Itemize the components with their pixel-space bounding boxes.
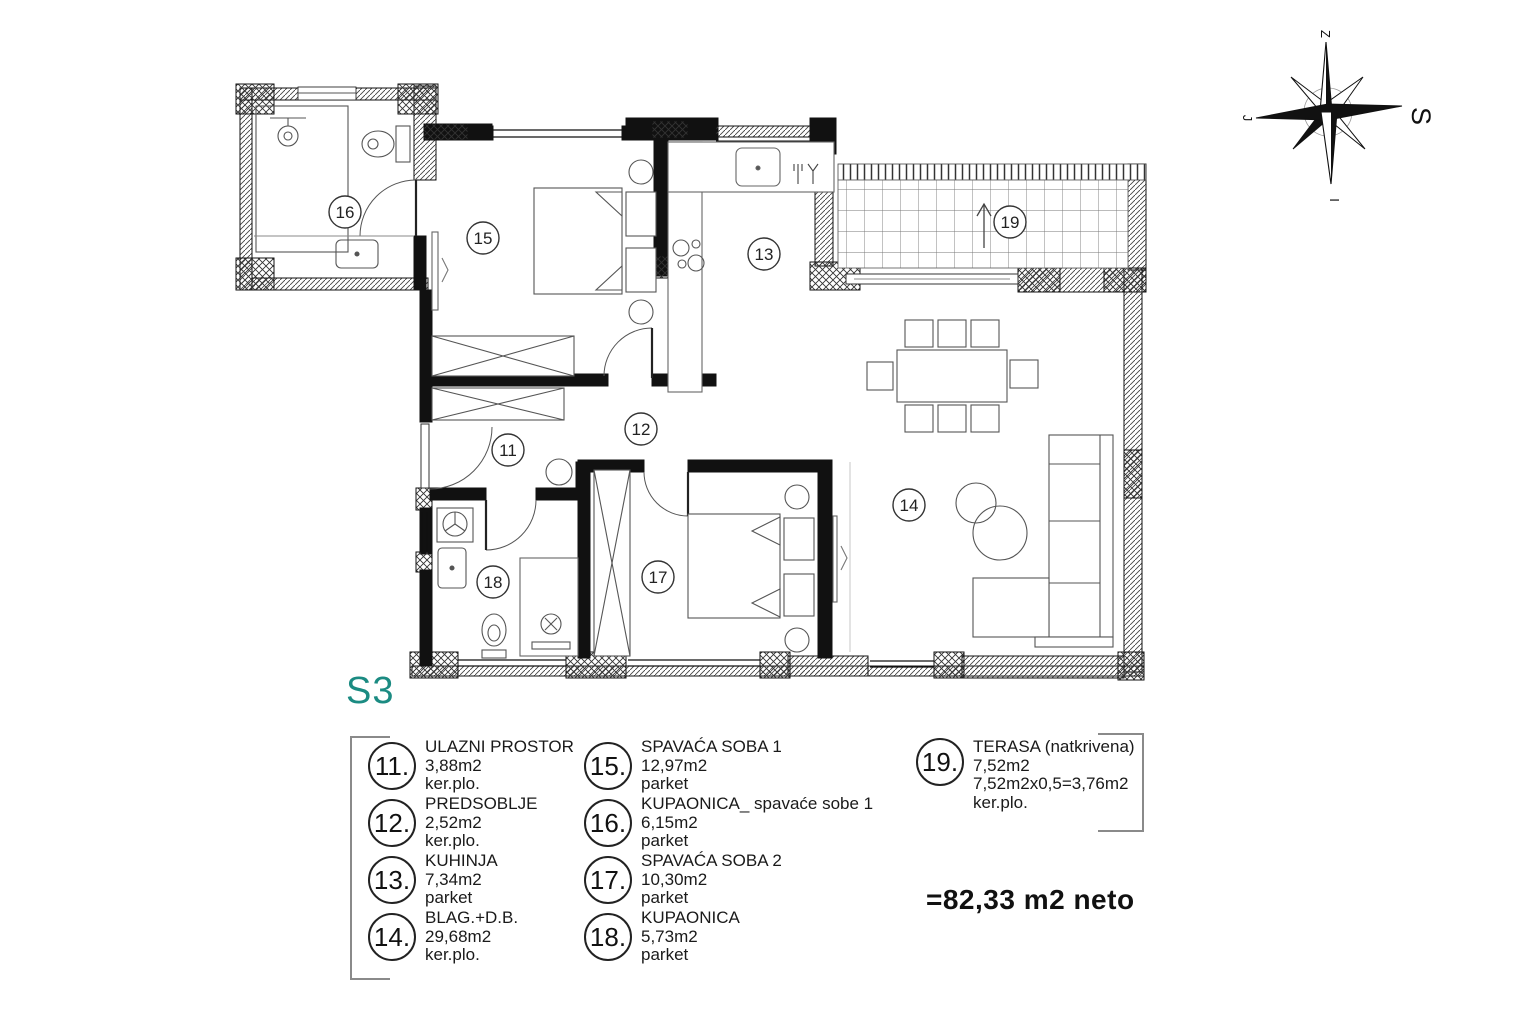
legend-room-name: BLAG.+D.B. <box>425 908 519 927</box>
lamp <box>785 628 809 652</box>
lamp <box>629 160 653 184</box>
legend-item-16 <box>584 795 873 851</box>
legend-number-badge: 12. <box>368 799 416 847</box>
legend-room-area: 5,73m2 <box>641 926 698 946</box>
lamp <box>785 485 809 509</box>
legend-number-badge: 19. <box>916 738 964 786</box>
svg-text:17: 17 <box>648 568 668 587</box>
legend-room-name: SPAVAĆA SOBA 1 <box>641 737 782 756</box>
svg-text:15: 15 <box>473 229 493 248</box>
toilet-icon <box>362 126 410 162</box>
legend-room-area: 2,52m2 <box>425 812 482 832</box>
legend-room-name: KUHINJA <box>425 851 498 870</box>
coffee-table <box>956 483 1027 560</box>
legend-room-area: 10,30m2 <box>641 869 708 889</box>
legend-room-floor: parket <box>641 945 689 965</box>
nightstand <box>784 518 814 560</box>
living-dining-furniture <box>850 320 1113 652</box>
room-label-19 <box>994 206 1026 238</box>
legend-room-area: 29,68m2 <box>425 926 492 946</box>
svg-text:18: 18 <box>483 573 503 592</box>
legend-item-15 <box>584 738 782 794</box>
svg-text:12: 12 <box>631 420 651 439</box>
legend-room-name: SPAVAĆA SOBA 2 <box>641 851 782 870</box>
shower-head-icon <box>278 126 298 146</box>
compass-letter-bottom: I <box>1327 198 1342 202</box>
legend-room-area: 6,15m2 <box>641 812 698 832</box>
legend-item-18 <box>584 909 740 965</box>
wardrobe <box>432 336 574 376</box>
bedroom17-furniture <box>594 470 847 656</box>
compass-letter-right: S <box>1406 106 1436 126</box>
legend-room-area: 7,34m2 <box>425 869 482 889</box>
svg-text:14: 14 <box>899 496 919 515</box>
legend-room-floor: parket <box>641 888 689 908</box>
legend-number-badge: 17. <box>584 856 632 904</box>
lamp <box>629 300 653 324</box>
room-label-13 <box>748 238 780 270</box>
window <box>432 232 438 310</box>
legend-room-name: TERASA (natkrivena) <box>973 737 1135 756</box>
room-label-11 <box>492 434 524 466</box>
toilet-icon <box>482 614 506 658</box>
svg-text:19: 19 <box>1000 213 1020 232</box>
shower-tray <box>256 106 348 252</box>
legend-item-11 <box>368 738 574 794</box>
sofa <box>973 435 1113 647</box>
legend-number-badge: 15. <box>584 742 632 790</box>
room-label-15 <box>467 222 499 254</box>
legend-room-area: 3,88m2 <box>425 755 482 775</box>
legend-number-badge: 18. <box>584 913 632 961</box>
compass-rose <box>1240 30 1436 202</box>
svg-text:11: 11 <box>499 441 517 460</box>
total-net-area: =82,33 m2 neto <box>926 884 1135 915</box>
terrace <box>838 164 1146 284</box>
unit-label: S3 <box>346 670 395 712</box>
legend-room-name: ULAZNI PROSTOR <box>425 737 574 756</box>
room-label-12 <box>625 413 657 445</box>
compass-letter-left: J <box>1240 114 1255 122</box>
legend-room-floor: parket <box>425 888 473 908</box>
legend-room-area: 12,97m2 <box>641 755 708 775</box>
legend-number-badge: 13. <box>368 856 416 904</box>
legend-number-badge: 14. <box>368 913 416 961</box>
legend-room-name: PREDSOBLJE <box>425 794 538 813</box>
nightstand <box>784 574 814 616</box>
legend-room-floor: parket <box>641 774 689 794</box>
legend-item-17 <box>584 852 782 908</box>
ceiling-light <box>546 459 572 485</box>
shower-icon <box>520 558 578 656</box>
legend-room-floor: ker.plo. <box>425 945 480 965</box>
legend-room-floor: parket <box>641 831 689 851</box>
window <box>833 516 837 602</box>
legend-room-area-extra: 7,52m2x0,5=3,76m2 <box>973 774 1129 794</box>
legend-number-badge: 16. <box>584 799 632 847</box>
legend-number-badge: 11. <box>368 742 416 790</box>
svg-text:16: 16 <box>335 203 355 222</box>
closet <box>432 388 564 420</box>
legend-room-area: 7,52m2 <box>973 755 1030 775</box>
bathroom16-fixtures <box>254 106 414 268</box>
legend-room-floor: ker.plo. <box>425 774 480 794</box>
nightstand <box>626 248 656 292</box>
room-label-16 <box>329 196 361 228</box>
legend-room-floor: ker.plo. <box>425 831 480 851</box>
legend-room-name: KUPAONICA <box>641 908 740 927</box>
nightstand <box>626 192 656 236</box>
room-label-18 <box>477 566 509 598</box>
washing-machine-icon <box>437 508 473 542</box>
wardrobe-tall <box>594 470 630 656</box>
legend-item-12 <box>368 795 537 851</box>
legend-room-floor: ker.plo. <box>973 793 1028 813</box>
bedroom15-furniture <box>432 160 656 376</box>
kitchen-fixtures <box>668 142 834 392</box>
compass-letter-top: Z <box>1318 30 1333 38</box>
legend-item-19 <box>916 738 1135 813</box>
dining-table <box>897 350 1007 402</box>
legend-room-name: KUPAONICA_ spavaće sobe 1 <box>641 794 874 813</box>
room-label-14 <box>893 489 925 521</box>
legend-item-14 <box>368 909 518 965</box>
svg-text:13: 13 <box>754 245 774 264</box>
legend-item-13 <box>368 852 498 908</box>
room-label-17 <box>642 561 674 593</box>
